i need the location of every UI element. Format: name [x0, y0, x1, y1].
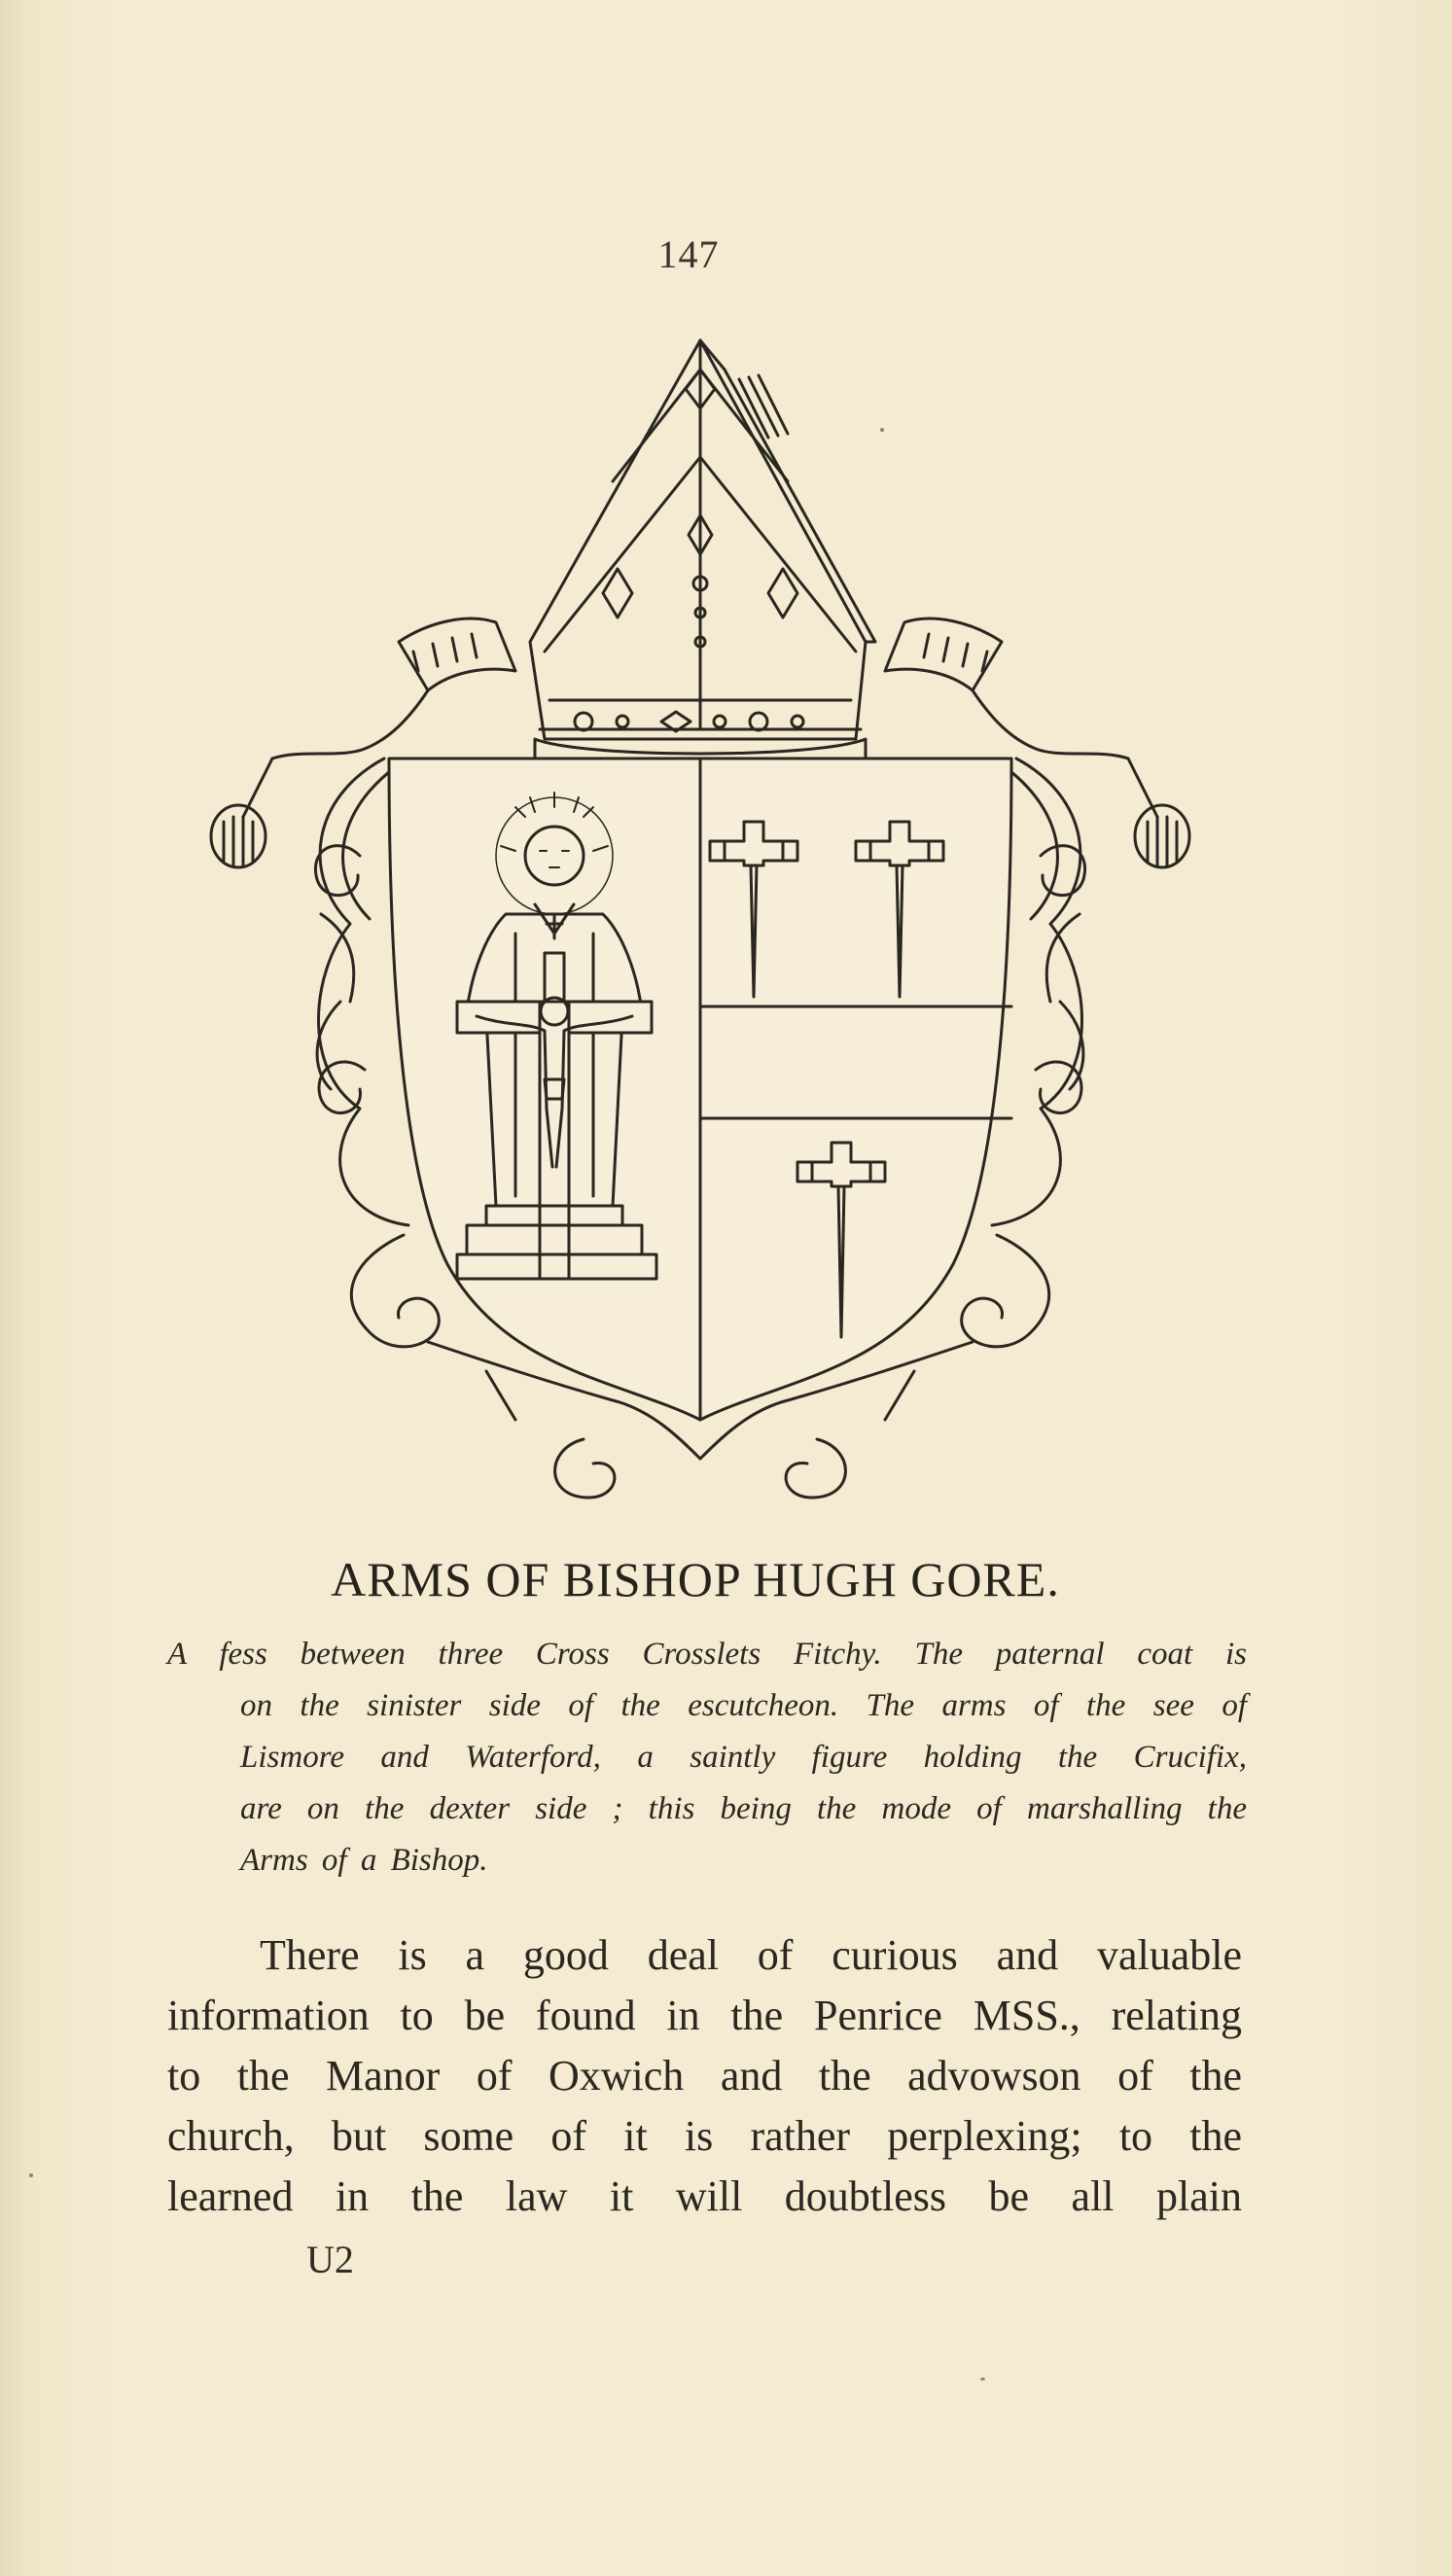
body-line: to the Manor of Oxwich and the advowson of the [167, 2052, 1242, 2100]
caption-line: Lismore and Waterford, a saintly figure holding the Crucifix, [240, 1740, 1247, 1775]
caption-note [167, 1629, 1247, 1887]
body-line: church, but some of it is rather perplexing; to the [167, 2112, 1242, 2160]
paper-speck [880, 428, 884, 432]
page-number: 147 [657, 232, 720, 276]
shield-icon [389, 759, 1011, 1420]
caption-line: Arms of a Bishop. [240, 1843, 488, 1878]
body-line: There is a good deal of curious and valuable [260, 1931, 1242, 1979]
paper-speck [980, 2378, 985, 2381]
caption-line: on the sinister side of the escutcheon. The arms of the see of [240, 1688, 1247, 1723]
caption-line: are on the dexter side ; this being the mode of marshalling the [240, 1791, 1247, 1826]
paper-speck [29, 2173, 33, 2177]
caption-title: ARMS OF BISHOP HUGH GORE. [331, 1552, 1060, 1606]
signature-mark: U2 [306, 2238, 354, 2281]
body-line: learned in the law it will doubtless be all plain [167, 2172, 1242, 2220]
mitre-icon [530, 340, 875, 783]
body-paragraph [167, 1925, 1242, 2227]
caption-line: A fess between three Cross Crosslets Fitchy. The paternal coat is [167, 1637, 1247, 1672]
body-line: information to be found in the Penrice MSS., relating [167, 1992, 1242, 2039]
coat-of-arms-illustration [195, 331, 1206, 1507]
